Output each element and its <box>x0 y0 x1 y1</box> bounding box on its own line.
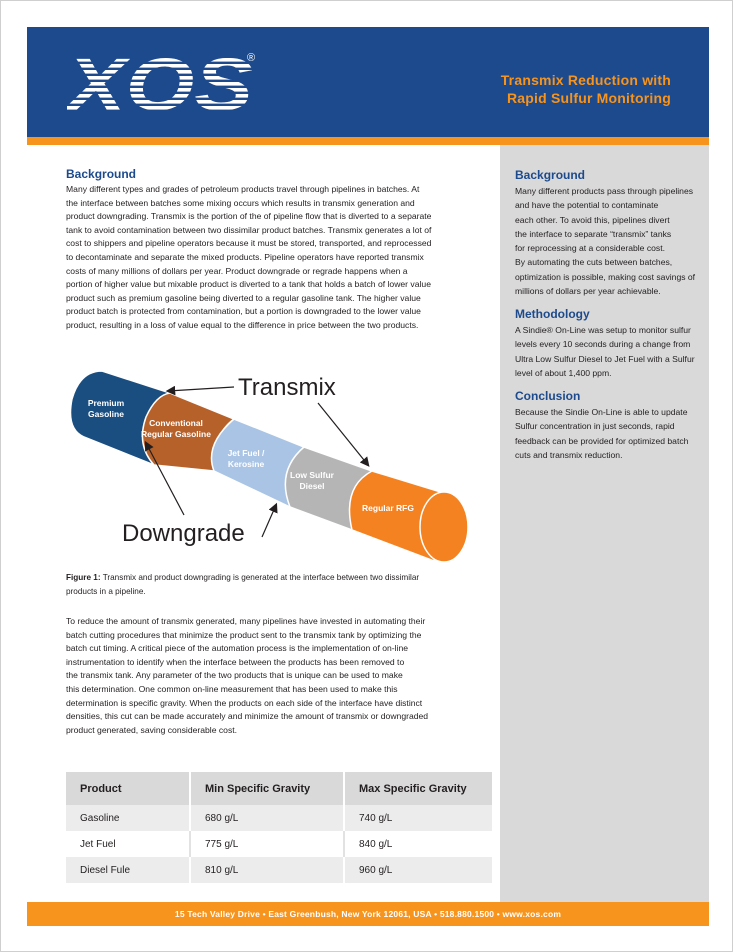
sidebar-methodology-heading: Methodology <box>515 307 590 321</box>
label-transmix: Transmix <box>238 374 336 401</box>
sidebar-background-heading: Background <box>515 168 586 182</box>
figure-caption <box>66 571 466 598</box>
title-line-1: Transmix Reduction with <box>500 72 671 88</box>
sidebar-background <box>515 168 705 298</box>
sidebar-background-text: Many different products pass through pipelines and have the potential to contaminate each other. To avoid this, pipelines divert the interface to separate “transmix” tanks for reprocessing at a considerable cost. By automating the cuts between batches, optimization is possible, making cost savings of millions of dollars per year achievable. <box>515 186 696 297</box>
label-rfg: Regular RFG <box>362 503 414 513</box>
label-jet-2: Kerosine <box>227 459 265 469</box>
xos-logo <box>67 52 257 116</box>
label-diesel-2: Diesel <box>299 481 325 491</box>
label-conventional-2: Regular Gasoline <box>141 429 211 439</box>
label-premium-2: Gasoline <box>88 409 124 419</box>
table-row <box>66 805 492 831</box>
sidebar-conclusion <box>515 389 705 462</box>
sidebar-conclusion-text: Because the Sindie On-Line is able to update Sulfur concentration in just seconds, rapid feedback can be provided for optimized batch cuts and transmix reduction. <box>515 407 689 460</box>
sidebar-panel <box>500 145 709 902</box>
specific-gravity-table <box>66 772 492 883</box>
table-cell: Jet Fuel <box>66 831 190 857</box>
table-cell: Diesel Fule <box>66 857 190 883</box>
document-title <box>431 71 671 107</box>
col-product: Product <box>66 772 190 805</box>
caption-label: Figure 1: <box>66 573 101 582</box>
table-cell: 840 g/L <box>344 831 492 857</box>
table-cell: 810 g/L <box>190 857 344 883</box>
table-row <box>66 831 492 857</box>
background-paragraph-2: To reduce the amount of transmix generated, many pipelines have invested in automating their batch cutting procedures that minimize the product sent to the transmix tank by optimizing the batch cut timing. A critical piece of the automation process is the implementation of on-line instrumentation to identify when the interface between the products has been removed to the transmix tank. Any parameter of the two products that is unique can be used to make this determination. One common on-line measurement that has been used to make this determination is specific gravity. When the products on each side of the interface have distinct densities, this cut can be made accurately and minimize the amount of transmix or downgraded product generated, saving considerable cost. <box>66 616 429 735</box>
header-banner <box>27 27 709 137</box>
label-diesel-1: Low Sulfur <box>290 470 334 480</box>
sidebar-conclusion-heading: Conclusion <box>515 389 581 403</box>
arrow-downgrade-right <box>262 505 276 537</box>
header-orange-stripe <box>27 137 709 145</box>
label-conventional-1: Conventional <box>149 418 203 428</box>
col-min-gravity: Min Specific Gravity <box>190 772 344 805</box>
registered-mark: ® <box>247 52 256 64</box>
background-paragraph-1: Many different types and grades of petroleum products travel through pipelines in batches. At the interface between batches some mixing occurs which results in transmix generation and product downgrading. Transmix is the portion of the of pipeline flow that is diverted to a separate tank to avoid contamination between two dissimilar product batches. Transmix generates a lot of cost to shippers and pipeline operators because it must be stored, transported, and reprocessed to decontaminate and separate the mixed products. Pipeline operators have reported transmix costs of many millions of dollars per year. Product downgrade or regrade happens when a portion of higher value but mixable product is diverted to a tank that holds a batch of lower value product such as premium gasoline being diverted to a regular gasoline tank. The higher value product batch is protected from contamination, but a portion is downgraded to the lower value product, resulting in a loss of value equal to the difference in price between the two products. <box>66 184 432 330</box>
sidebar-methodology-text: A Sindie® On-Line was setup to monitor sulfur levels every 10 seconds during a change from Ultra Low Sulfur Diesel to Jet Fuel with a Sulfur level of about 1,400 ppm. <box>515 325 695 378</box>
footer-contact: 15 Tech Valley Drive • East Greenbush, New York 12061, USA • 518.880.1500 • www.xos.com <box>174 909 562 919</box>
table-cell: Gasoline <box>66 805 190 831</box>
label-downgrade: Downgrade <box>122 520 245 547</box>
background-heading: Background <box>66 167 137 181</box>
pipe-end-cap <box>420 492 468 562</box>
title-line-2: Rapid Sulfur Monitoring <box>506 90 671 106</box>
col-max-gravity: Max Specific Gravity <box>344 772 492 805</box>
arrow-transmix-left <box>168 387 234 391</box>
table-row <box>66 857 492 883</box>
sidebar-methodology <box>515 307 705 380</box>
table-cell: 680 g/L <box>190 805 344 831</box>
table-header-row <box>66 772 492 805</box>
caption-text: Transmix and product downgrading is generated at the interface between two dissimilar products in a pipeline. <box>66 573 420 596</box>
label-premium-1: Premium <box>87 398 125 408</box>
footer-bar <box>27 902 709 926</box>
table-cell: 740 g/L <box>344 805 492 831</box>
table-cell: 960 g/L <box>344 857 492 883</box>
pipeline-figure <box>62 365 482 565</box>
label-jet-1: Jet Fuel / <box>227 448 265 458</box>
table-cell: 775 g/L <box>190 831 344 857</box>
